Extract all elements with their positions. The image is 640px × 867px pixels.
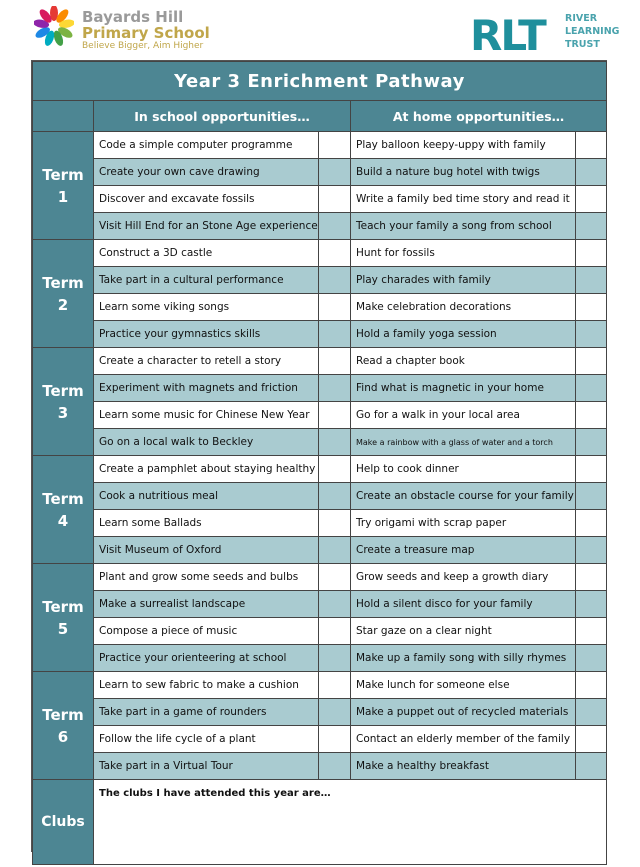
clubs-row: [33, 780, 607, 865]
table-row: [33, 699, 607, 726]
home-activity: Write a family bed time story and read it: [351, 186, 576, 213]
school-tick-box[interactable]: [319, 618, 351, 645]
school-name-line1: Bayards Hill: [82, 8, 184, 26]
home-tick-box[interactable]: [576, 402, 607, 429]
home-activity: Help to cook dinner: [351, 456, 576, 483]
school-name-line2: Primary School: [82, 24, 210, 42]
school-tick-box[interactable]: [319, 456, 351, 483]
school-tick-box[interactable]: [319, 213, 351, 240]
table-row: [33, 132, 607, 159]
home-activity: Make celebration decorations: [351, 294, 576, 321]
trust-name: [565, 12, 619, 51]
school-tick-box[interactable]: [319, 267, 351, 294]
column-header-school: In school opportunities…: [94, 101, 351, 132]
term-number: 4: [57, 511, 69, 530]
table-row: [33, 429, 607, 456]
school-activity: Learn to sew fabric to make a cushion: [94, 672, 319, 699]
home-activity: Make up a family song with silly rhymes: [351, 645, 576, 672]
school-logo-icon: [34, 6, 74, 50]
school-activity: Take part in a cultural performance: [94, 267, 319, 294]
school-activity: Follow the life cycle of a plant: [94, 726, 319, 753]
table-row: [33, 591, 607, 618]
school-activity: Make a surrealist landscape: [94, 591, 319, 618]
school-tick-box[interactable]: [319, 321, 351, 348]
term-label: [33, 132, 94, 240]
school-activity: Learn some music for Chinese New Year: [94, 402, 319, 429]
school-tick-box[interactable]: [319, 645, 351, 672]
school-tick-box[interactable]: [319, 564, 351, 591]
school-tick-box[interactable]: [319, 537, 351, 564]
trust-name-line3: TRUST: [565, 39, 600, 50]
school-tick-box[interactable]: [319, 429, 351, 456]
home-activity: Build a nature bug hotel with twigs: [351, 159, 576, 186]
home-tick-box[interactable]: [576, 564, 607, 591]
term-word: Term: [42, 705, 84, 724]
home-tick-box[interactable]: [576, 429, 607, 456]
home-activity: Make a rainbow with a glass of water and a torch: [351, 429, 576, 456]
school-activity: Take part in a Virtual Tour: [94, 753, 319, 780]
home-tick-box[interactable]: [576, 267, 607, 294]
table-row: [33, 564, 607, 591]
school-tick-box[interactable]: [319, 753, 351, 780]
school-tick-box[interactable]: [319, 186, 351, 213]
home-tick-box[interactable]: [576, 645, 607, 672]
trust-logo-letters: RLT: [470, 12, 545, 54]
clubs-prompt[interactable]: The clubs I have attended this year are…: [94, 780, 607, 865]
table-row: [33, 510, 607, 537]
table-row: [33, 348, 607, 375]
term-number: 6: [57, 727, 69, 746]
home-tick-box[interactable]: [576, 132, 607, 159]
school-tick-box[interactable]: [319, 699, 351, 726]
school-activity: Create your own cave drawing: [94, 159, 319, 186]
home-tick-box[interactable]: [576, 537, 607, 564]
trust-name-line2: LEARNING: [565, 26, 620, 37]
header-corner: [33, 101, 94, 132]
school-name: [82, 9, 210, 41]
table-row: [33, 726, 607, 753]
school-activity: Learn some Ballads: [94, 510, 319, 537]
table-row: [33, 402, 607, 429]
home-activity: Find what is magnetic in your home: [351, 375, 576, 402]
home-activity: Hold a family yoga session: [351, 321, 576, 348]
school-tick-box[interactable]: [319, 294, 351, 321]
school-activity: Construct a 3D castle: [94, 240, 319, 267]
home-tick-box[interactable]: [576, 510, 607, 537]
home-tick-box[interactable]: [576, 294, 607, 321]
table-row: [33, 240, 607, 267]
home-activity: Try origami with scrap paper: [351, 510, 576, 537]
school-tick-box[interactable]: [319, 240, 351, 267]
school-activity: Cook a nutritious meal: [94, 483, 319, 510]
term-word: Term: [42, 165, 84, 184]
page-header: [0, 0, 640, 60]
home-activity: Create an obstacle course for your family: [351, 483, 576, 510]
table-row: [33, 321, 607, 348]
table-row: [33, 267, 607, 294]
home-tick-box[interactable]: [576, 159, 607, 186]
term-word: Term: [42, 381, 84, 400]
home-activity: Grow seeds and keep a growth diary: [351, 564, 576, 591]
table-row: [33, 645, 607, 672]
term-label: [33, 240, 94, 348]
school-activity: Plant and grow some seeds and bulbs: [94, 564, 319, 591]
school-tick-box[interactable]: [319, 348, 351, 375]
table-row: [33, 375, 607, 402]
home-tick-box[interactable]: [576, 483, 607, 510]
school-tick-box[interactable]: [319, 672, 351, 699]
school-tick-box[interactable]: [319, 483, 351, 510]
table-body: [33, 132, 607, 780]
term-number: 3: [57, 403, 69, 422]
table-row: [33, 618, 607, 645]
table-row: [33, 537, 607, 564]
school-activity: Compose a piece of music: [94, 618, 319, 645]
term-word: Term: [42, 273, 84, 292]
school-activity: Visit Museum of Oxford: [94, 537, 319, 564]
column-header-home: At home opportunities…: [351, 101, 607, 132]
home-activity: Contact an elderly member of the family: [351, 726, 576, 753]
home-tick-box[interactable]: [576, 672, 607, 699]
school-activity: Code a simple computer programme: [94, 132, 319, 159]
term-label: [33, 564, 94, 672]
term-label: [33, 456, 94, 564]
school-activity: Create a character to retell a story: [94, 348, 319, 375]
home-tick-box[interactable]: [576, 753, 607, 780]
school-activity: Learn some viking songs: [94, 294, 319, 321]
home-activity: Teach your family a song from school: [351, 213, 576, 240]
table-row: [33, 753, 607, 780]
home-activity: Play balloon keepy-uppy with family: [351, 132, 576, 159]
home-activity: Hold a silent disco for your family: [351, 591, 576, 618]
school-activity: Experiment with magnets and friction: [94, 375, 319, 402]
term-word: Term: [42, 597, 84, 616]
school-tick-box[interactable]: [319, 402, 351, 429]
enrichment-table: [32, 61, 607, 865]
school-activity: Practice your gymnastics skills: [94, 321, 319, 348]
clubs-label: Clubs: [33, 780, 94, 865]
home-tick-box[interactable]: [576, 726, 607, 753]
home-activity: Create a treasure map: [351, 537, 576, 564]
term-number: 2: [57, 295, 69, 314]
school-activity: Visit Hill End for an Stone Age experience: [94, 213, 319, 240]
home-tick-box[interactable]: [576, 348, 607, 375]
home-activity: Read a chapter book: [351, 348, 576, 375]
school-activity: Take part in a game of rounders: [94, 699, 319, 726]
table-row: [33, 294, 607, 321]
home-tick-box[interactable]: [576, 240, 607, 267]
term-label: [33, 348, 94, 456]
trust-logo-icon: [470, 12, 562, 54]
table-row: [33, 186, 607, 213]
trust-name-line1: RIVER: [565, 13, 598, 24]
home-activity: Go for a walk in your local area: [351, 402, 576, 429]
table-row: [33, 159, 607, 186]
home-tick-box[interactable]: [576, 699, 607, 726]
school-tick-box[interactable]: [319, 510, 351, 537]
table-row: [33, 483, 607, 510]
school-tick-box[interactable]: [319, 159, 351, 186]
school-tick-box[interactable]: [319, 726, 351, 753]
school-tagline: Believe Bigger, Aim Higher: [82, 41, 204, 51]
home-activity: Play charades with family: [351, 267, 576, 294]
term-label: [33, 672, 94, 780]
home-tick-box[interactable]: [576, 618, 607, 645]
school-activity: Create a pamphlet about staying healthy: [94, 456, 319, 483]
home-activity: Make a puppet out of recycled materials: [351, 699, 576, 726]
home-activity: Make lunch for someone else: [351, 672, 576, 699]
school-activity: Discover and excavate fossils: [94, 186, 319, 213]
page-title: Year 3 Enrichment Pathway: [33, 62, 607, 101]
home-tick-box[interactable]: [576, 213, 607, 240]
home-tick-box[interactable]: [576, 186, 607, 213]
school-activity: Go on a local walk to Beckley: [94, 429, 319, 456]
term-number: 5: [57, 619, 69, 638]
school-tick-box[interactable]: [319, 591, 351, 618]
home-activity: Make a healthy breakfast: [351, 753, 576, 780]
home-activity: Star gaze on a clear night: [351, 618, 576, 645]
home-tick-box[interactable]: [576, 591, 607, 618]
home-tick-box[interactable]: [576, 375, 607, 402]
school-tick-box[interactable]: [319, 132, 351, 159]
term-number: 1: [57, 187, 69, 206]
home-activity: Hunt for fossils: [351, 240, 576, 267]
home-tick-box[interactable]: [576, 321, 607, 348]
school-tick-box[interactable]: [319, 375, 351, 402]
home-tick-box[interactable]: [576, 456, 607, 483]
term-word: Term: [42, 489, 84, 508]
school-activity: Practice your orienteering at school: [94, 645, 319, 672]
table-row: [33, 456, 607, 483]
table-row: [33, 213, 607, 240]
table-row: [33, 672, 607, 699]
